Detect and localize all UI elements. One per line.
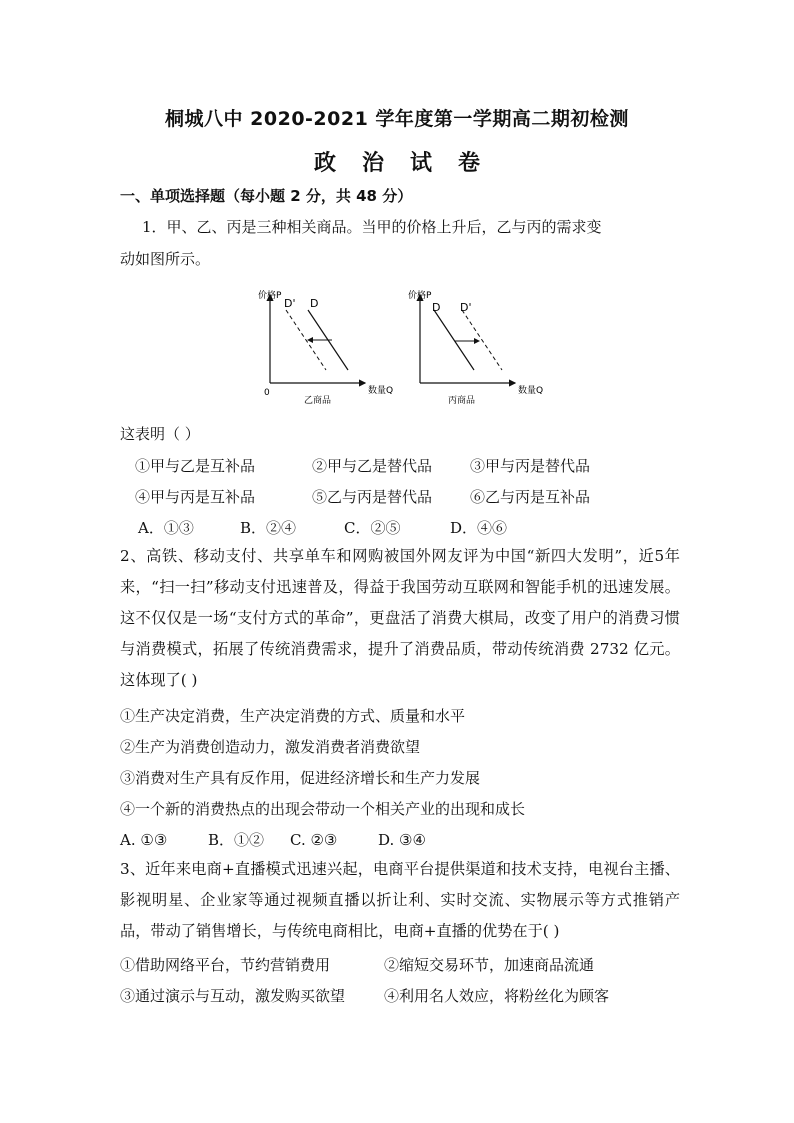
y-axis-label: 价格P	[258, 291, 282, 301]
q1-item: ③甲与丙是替代品	[470, 457, 591, 475]
q2-choice-d: D. ③④	[378, 831, 426, 849]
q2-stem: 2、高铁、移动支付、共享单车和网购被国外网友评为中国“新四大发明”，近5年来，“扫一扫”移动支付迅速普及，得益于我国劳动互联网和智能手机的迅速发展。这不仅仅是一场“支付方式的革命”，更盘活了消费大棋局，改变了用户的消费习惯与消费模式，拓展了传统消费需求，提升了消费品质，带动传统消费 2732 亿元。这体现了( )	[120, 547, 680, 689]
graph-caption: 丙商品	[448, 396, 476, 406]
x-axis-label: 数量Q	[518, 386, 544, 396]
x-axis-label: 数量Q	[368, 386, 394, 396]
exam-subtitle: 政治试卷	[313, 151, 506, 176]
q2-item: ③消费对生产具有反作用，促进经济增长和生产力发展	[120, 769, 481, 787]
q1-item: ②甲与乙是替代品	[312, 457, 433, 475]
q1-item: ⑥乙与丙是互补品	[470, 488, 591, 506]
origin-label: 0	[264, 388, 270, 398]
q1-choice-a: A．①③	[138, 519, 194, 537]
curve-d-label: D	[432, 301, 441, 314]
q1-choice-d: D．④⑥	[450, 519, 508, 537]
curve-d-prime-label: D'	[460, 301, 472, 314]
q1-stem-line1: 1．甲、乙、丙是三种相关商品。当甲的价格上升后，乙与丙的需求变	[142, 218, 602, 236]
q1-choice-b: B．②④	[240, 519, 297, 537]
q1-item: ⑤乙与丙是替代品	[312, 488, 433, 506]
q3-stem: 3、近年来电商+直播模式迅速兴起，电商平台提供渠道和技术支持，电视台主播、影视明星、企业家等通过视频直播以折让利、实时交流、实物展示等方式推销产品，带动了销售增长，与传统电商相比，电商+直播的优势在于( )	[120, 860, 680, 940]
curve-d-prime-label: D'	[284, 297, 296, 310]
q1-choice-c: C．②⑤	[344, 519, 401, 537]
q3-item: ③通过演示与互动，激发购买欲望	[120, 987, 346, 1005]
q1-item: ④甲与丙是互补品	[135, 488, 256, 506]
q3-item: ①借助网络平台，节约营销费用	[120, 956, 331, 974]
q1-graph-right	[400, 285, 560, 410]
q3-item: ②缩短交易环节，加速商品流通	[384, 956, 595, 974]
graph-caption: 乙商品	[304, 396, 332, 406]
exam-title: 桐城八中 2020-2021 学年度第一学期高二期初检测	[165, 108, 629, 130]
q1-item: ①甲与乙是互补品	[135, 457, 256, 475]
curve-d-label: D	[310, 297, 319, 310]
q1-graph-left	[250, 285, 410, 410]
q2-item: ②生产为消费创造动力，激发消费者消费欲望	[120, 738, 421, 756]
y-axis-label: 价格P	[408, 291, 432, 301]
q1-stem-line2: 动如图所示。	[120, 250, 211, 268]
q2-item: ①生产决定消费，生产决定消费的方式、质量和水平	[120, 707, 466, 725]
q3-item: ④利用名人效应，将粉丝化为顾客	[384, 987, 610, 1005]
q2-item: ④一个新的消费热点的出现会带动一个相关产业的出现和成长	[120, 800, 526, 818]
section-heading: 一、单项选择题（每小题 2 分，共 48 分）	[120, 187, 413, 205]
q2-choice-c: C. ②③	[290, 831, 338, 849]
q1-prompt: 这表明（ ）	[120, 425, 200, 443]
q2-choice-a: A. ①③	[120, 831, 168, 849]
q2-choice-b: B．①②	[208, 831, 265, 849]
